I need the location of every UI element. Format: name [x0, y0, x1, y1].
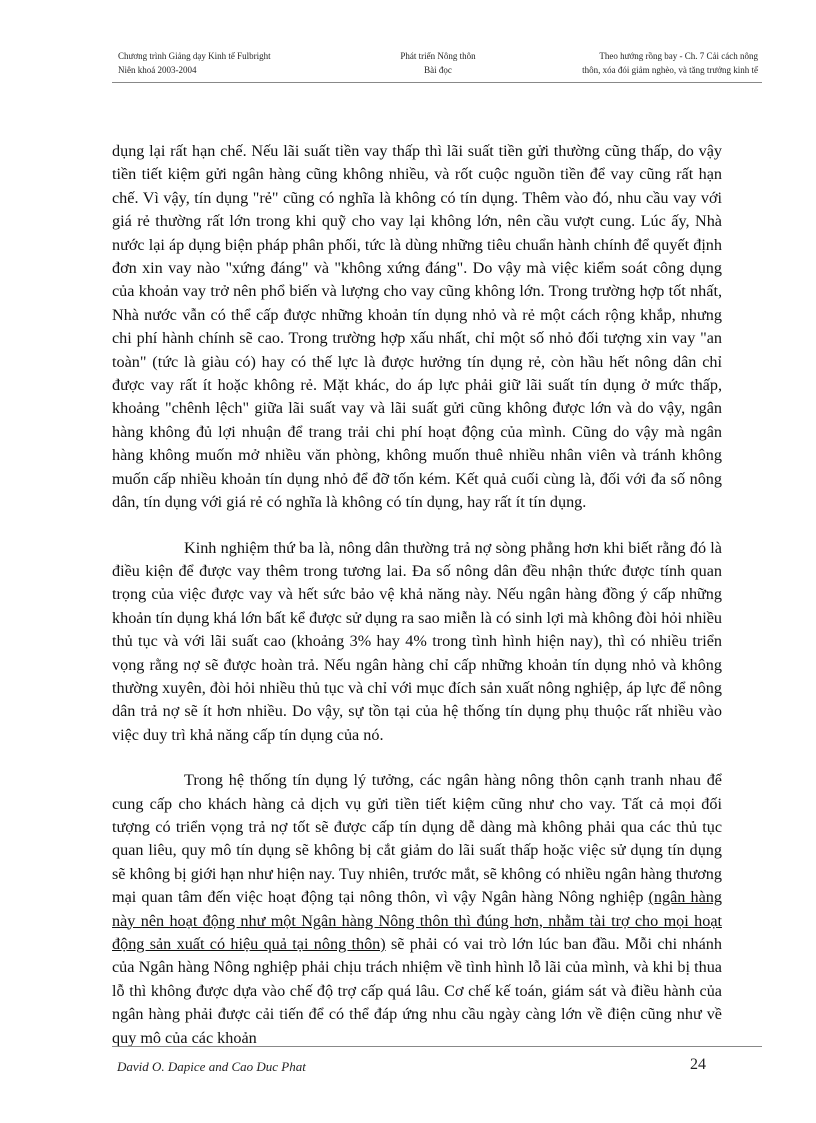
page-number: 24	[690, 1056, 706, 1073]
paragraph-3-underlined-note: (ngân hàng này nên hoạt động như một Ngân hàng Nông thôn thì đúng hơn, nhằm tài trợ cho mọi hoạt động sản xuất có hiệu quả tại nông thôn)	[112, 888, 722, 953]
paragraph-3-start: Trong hệ thống tín dụng lý tưởng, các ngân hàng nông thôn cạnh tranh nhau để cung cấp cho khách hàng cả dịch vụ gửi tiền tiết kiệm cũng như cho vay. Tất cả mọi đối tượng có triển vọng trả nợ tốt sẽ được cấp tín dụng dễ dàng mà không phải qua các thủ tục quan liêu, quy mô tín dụng sẽ không bị cắt giảm do lãi suất thấp hoặc việc sử dụng tín dụng sẽ không bị giới hạn như hiện nay. Tuy nhiên, trước mắt, sẽ không có nhiều ngân hàng thương mại quan tâm đến việc hoạt động tại nông thôn, vì vậy Ngân hàng Nông nghiệp	[112, 771, 722, 907]
header-center	[378, 50, 498, 77]
header-divider	[112, 82, 762, 83]
paragraph-3	[112, 769, 722, 1050]
academic-year: Niên khoá 2003-2004	[118, 64, 197, 75]
document-body	[112, 140, 722, 1050]
program-name: Chương trình Giảng dạy Kinh tế Fulbright	[118, 51, 271, 61]
header-left	[118, 50, 271, 77]
paragraph-1: dụng lại rất hạn chế. Nếu lãi suất tiền vay thấp thì lãi suất tiền gửi thường cũng thấp, do vậy tiền tiết kiệm gửi ngân hàng cũng không nhiều, và rốt cuộc nguồn tiền để vay cũng rất hạn chế. Vì vậy, tín dụng "rẻ" cũng có nghĩa là không có tín dụng. Thêm vào đó, nhu cầu vay với giá rẻ thường rất lớn trong khi quỹ cho vay lại không lớn, nên cầu vượt cung. Lúc ấy, Nhà nước lại áp dụng biện pháp phân phối, tức là dùng những tiêu chuẩn hành chính để quyết định đơn xin vay nào "xứng đáng" và "không xứng đáng". Do vậy mà việc kiểm soát công dụng của khoản vay trở nên phổ biến và lượng cho vay cũng không lớn. Trong trường hợp tốt nhất, Nhà nước vẫn có thể cấp được những khoản tín dụng nhỏ và rẻ một cách rộng khắp, nhưng chi phí hành chính sẽ cao. Trong trường hợp xấu nhất, chỉ một số nhỏ đối tượng xin vay "an toàn" (tức là giàu có) hay có thế lực là được hưởng tín dụng rẻ, còn hầu hết nông dân chỉ được vay rất ít hoặc không rẻ. Mặt khác, do áp lực phải giữ lãi suất tín dụng ở mức thấp, khoảng "chênh lệch" giữa lãi suất vay và lãi suất gửi cũng không được lớn và do vậy, ngân hàng không đủ lợi nhuận để trang trải chi phí hoạt động của mình. Cũng do vậy mà ngân hàng không muốn mở nhiều văn phòng, không muốn thuê nhiều nhân viên và tránh không muốn cấp nhiều khoản tín dụng nhỏ để đỡ tốn kém. Kết quả cuối cùng là, đối với đa số nông dân, tín dụng với giá rẻ có nghĩa là không có tín dụng, hay rất ít tín dụng.	[112, 142, 722, 512]
chapter-title-line2: thôn, xóa đói giảm nghèo, và tăng trưởng kinh tế	[582, 64, 758, 75]
reading-label: Bài đọc	[424, 64, 452, 75]
course-title: Phát triển Nông thôn	[400, 51, 476, 61]
paragraph-2: Kinh nghiệm thứ ba là, nông dân thường trả nợ sòng phẳng hơn khi biết rằng đó là điều kiện để được vay thêm trong tương lai. Đa số nông dân đều nhận thức được tính quan trọng của việc được vay và hết sức bảo vệ khả năng này. Nếu ngân hàng đồng ý cấp những khoản tín dụng khá lớn bất kể được sử dụng ra sao miễn là có sinh lợi mà không đòi hỏi nhiều thủ tục và với lãi suất cao (khoảng 3% hay 4% trong tình hình hiện nay), thì có nhiều triển vọng rằng nợ sẽ được hoàn trả. Nếu ngân hàng chỉ cấp những khoản tín dụng nhỏ và không thường xuyên, đòi hỏi nhiều thủ tục và chỉ với mục đích sản xuất nông nghiệp, áp lực để nông dân trả nợ sẽ ít hơn nhiều. Do vậy, sự tồn tại của hệ thống tín dụng phụ thuộc rất nhiều vào việc duy trì khả năng cấp tín dụng của nó.	[112, 538, 722, 744]
header-right	[582, 50, 758, 77]
chapter-title-line1: Theo hướng rồng bay - Ch. 7 Cải cách nông	[599, 51, 758, 61]
footer-divider	[112, 1046, 762, 1047]
paragraph-3-end: sẽ phải có vai trò lớn lúc ban đầu. Mỗi chi nhánh của Ngân hàng Nông nghiệp phải chịu trách nhiệm về tình hình lỗ lãi của mình, và khi bị thua lỗ thì không được dựa vào chế độ trợ cấp quá lâu. Cơ chế kế toán, giám sát và điều hành của ngân hàng phải được cải tiến để có thể đáp ứng nhu cầu ngày càng lớn về điện cũng như về quy mô của các khoản	[112, 935, 722, 1047]
footer-authors: David O. Dapice and Cao Duc Phat	[117, 1059, 306, 1074]
